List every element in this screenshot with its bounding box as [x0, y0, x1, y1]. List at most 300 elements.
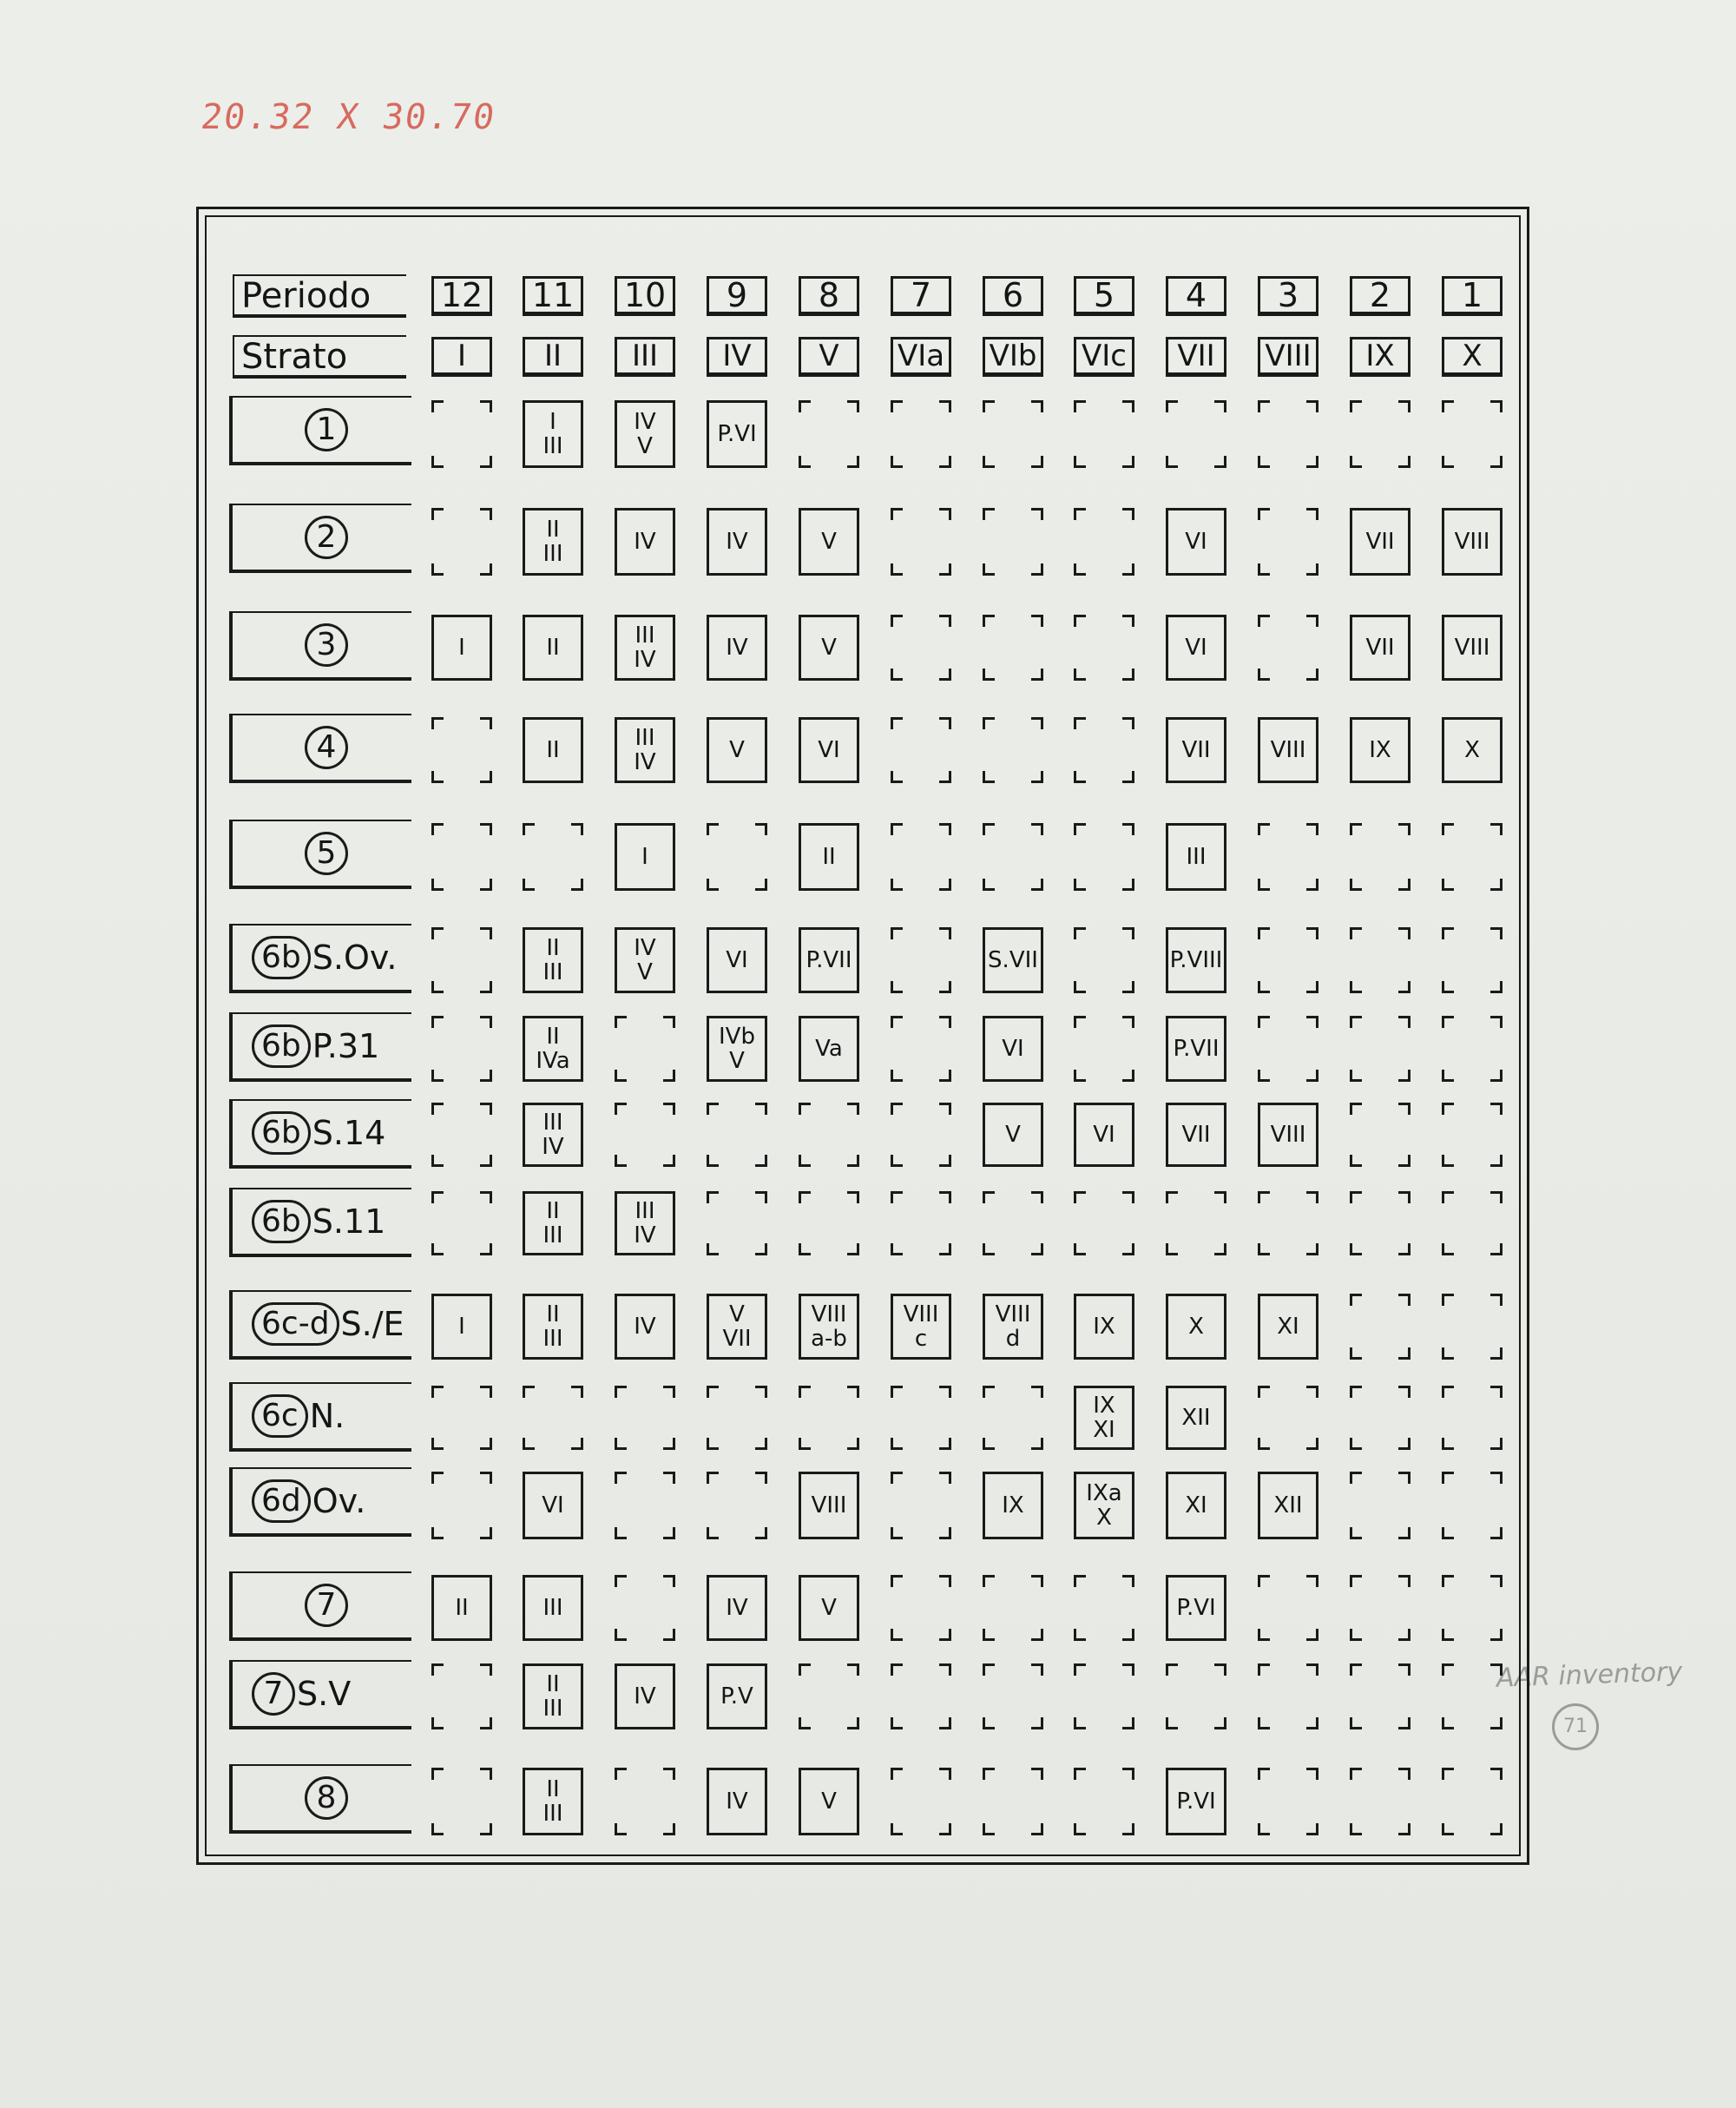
corner-mark-tr [847, 1386, 859, 1398]
corner-mark-tl [983, 717, 995, 729]
strato-value: XII [1181, 1405, 1211, 1431]
corner-mark-br [1122, 879, 1134, 891]
corner-mark-tl [891, 823, 903, 835]
corner-mark-tl [1258, 1016, 1270, 1028]
corner-mark-tr [1490, 1016, 1503, 1028]
corner-mark-tl [799, 400, 811, 412]
empty-cell-marker [1350, 1472, 1410, 1539]
corner-mark-tl [707, 1103, 719, 1115]
strato-value: VIII [995, 1301, 1031, 1327]
corner-mark-tr [663, 1575, 675, 1587]
corner-mark-bl [1442, 1717, 1454, 1729]
empty-cell-marker [1258, 400, 1318, 468]
strato-cell: X [1442, 337, 1503, 377]
empty-cell-marker [615, 1575, 675, 1641]
corner-mark-br [1214, 456, 1226, 468]
row-label-content [233, 821, 411, 886]
corner-mark-tr [939, 927, 951, 939]
corner-mark-bl [431, 1823, 444, 1835]
empty-cell-marker [891, 1663, 951, 1729]
empty-cell-marker [983, 400, 1043, 468]
row-label-content [233, 715, 411, 780]
corner-mark-tl [1258, 1386, 1270, 1398]
corner-mark-tl [1442, 1768, 1454, 1780]
strato-value: IVb [719, 1024, 755, 1050]
corner-mark-br [939, 981, 951, 993]
corner-mark-tl [1074, 1575, 1086, 1587]
corner-mark-bl [983, 879, 995, 891]
corner-mark-tl [1074, 1191, 1086, 1203]
empty-cell-marker [707, 1191, 767, 1255]
strato-value: IV [634, 749, 656, 775]
row-label-content [233, 1766, 411, 1830]
empty-cell-marker [891, 823, 951, 891]
corner-mark-br [1031, 669, 1043, 681]
corner-mark-bl [615, 1527, 627, 1539]
row-label [229, 924, 411, 993]
strato-value: VIII [811, 1301, 847, 1327]
corner-mark-tl [1074, 823, 1086, 835]
strato-box [1350, 717, 1410, 783]
empty-cell-marker [1350, 400, 1410, 468]
corner-mark-tr [1214, 1191, 1226, 1203]
corner-mark-tl [707, 823, 719, 835]
strato-value: VII [1181, 737, 1211, 763]
strato-cell: IX [1350, 337, 1410, 377]
corner-mark-tl [799, 1386, 811, 1398]
corner-mark-tr [1122, 400, 1134, 412]
corner-mark-tr [1306, 1663, 1318, 1676]
strato-value: VII [1365, 529, 1395, 555]
corner-mark-tl [431, 927, 444, 939]
empty-cell-marker [1442, 1386, 1503, 1450]
corner-mark-br [1306, 669, 1318, 681]
corner-mark-tl [1074, 717, 1086, 729]
strato-value: II [546, 1301, 560, 1327]
row-label [229, 611, 411, 681]
empty-cell-marker [891, 1103, 951, 1167]
corner-mark-br [939, 1155, 951, 1167]
corner-mark-br [1031, 1629, 1043, 1641]
strato-box [1442, 615, 1503, 681]
corner-mark-tr [1490, 1575, 1503, 1587]
corner-mark-tl [1074, 927, 1086, 939]
strato-box [523, 1191, 583, 1255]
strato-value: V [821, 1595, 837, 1621]
empty-cell-marker [431, 1472, 492, 1539]
row-label-content [233, 1469, 411, 1533]
corner-mark-bl [431, 1155, 444, 1167]
corner-mark-br [1398, 1717, 1410, 1729]
corner-mark-tr [1122, 927, 1134, 939]
corner-mark-tl [891, 927, 903, 939]
corner-mark-bl [431, 1070, 444, 1082]
empty-cell-marker [431, 1386, 492, 1450]
corner-mark-bl [983, 1823, 995, 1835]
corner-mark-tr [663, 1016, 675, 1028]
corner-mark-br [1031, 879, 1043, 891]
corner-mark-tr [1122, 615, 1134, 627]
corner-mark-bl [707, 1243, 719, 1255]
strato-box [1166, 1386, 1226, 1450]
empty-cell-marker [1442, 927, 1503, 993]
corner-mark-tr [1306, 508, 1318, 520]
corner-mark-tl [983, 1386, 995, 1398]
row-label-content [233, 1292, 411, 1356]
empty-cell-marker [1258, 508, 1318, 576]
strato-value: IX [1002, 1492, 1024, 1518]
corner-mark-bl [1074, 1243, 1086, 1255]
corner-mark-tl [1258, 615, 1270, 627]
corner-mark-tl [983, 400, 995, 412]
corner-mark-tr [1490, 927, 1503, 939]
corner-mark-tr [1306, 1768, 1318, 1780]
corner-mark-tl [1074, 1016, 1086, 1028]
corner-mark-br [1031, 1438, 1043, 1450]
empty-cell-marker [523, 823, 583, 891]
strato-value: III [635, 725, 655, 751]
corner-mark-tr [755, 1103, 767, 1115]
corner-mark-br [1214, 1717, 1226, 1729]
corner-mark-tl [983, 1768, 995, 1780]
corner-mark-tl [1074, 508, 1086, 520]
strato-cell: V [799, 337, 859, 377]
sector-badge: 6c [252, 1394, 308, 1438]
corner-mark-tr [480, 823, 492, 835]
corner-mark-br [847, 1243, 859, 1255]
empty-cell-marker [983, 508, 1043, 576]
corner-mark-tl [1442, 1663, 1454, 1676]
corner-mark-bl [891, 981, 903, 993]
corner-mark-br [1031, 1243, 1043, 1255]
sector-badge: 3 [305, 623, 348, 667]
row-label-content [233, 505, 411, 570]
strato-box [707, 1575, 767, 1641]
corner-mark-tl [1442, 1386, 1454, 1398]
strato-value: VI [1185, 635, 1207, 661]
corner-mark-bl [707, 1527, 719, 1539]
corner-mark-tr [1398, 1575, 1410, 1587]
empty-cell-marker [431, 1016, 492, 1082]
corner-mark-tr [1398, 927, 1410, 939]
corner-mark-tr [1122, 1768, 1134, 1780]
strato-box [707, 400, 767, 468]
corner-mark-br [1398, 981, 1410, 993]
empty-cell-marker [431, 1663, 492, 1729]
empty-cell-marker [1166, 1191, 1226, 1255]
corner-mark-br [939, 1629, 951, 1641]
corner-mark-tl [1442, 927, 1454, 939]
corner-mark-br [1398, 879, 1410, 891]
sector-badge: 6c-d [252, 1302, 339, 1346]
strato-value: II [546, 935, 560, 961]
corner-mark-br [1122, 1823, 1134, 1835]
corner-mark-tr [480, 1472, 492, 1484]
strato-value: IV [726, 529, 748, 555]
empty-cell-marker [1258, 615, 1318, 681]
corner-mark-tr [480, 400, 492, 412]
empty-cell-marker [1350, 927, 1410, 993]
empty-cell-marker [707, 823, 767, 891]
corner-mark-tr [939, 1386, 951, 1398]
corner-mark-tr [1031, 823, 1043, 835]
empty-cell-marker [1350, 1103, 1410, 1167]
corner-mark-tr [1490, 400, 1503, 412]
corner-mark-tl [1350, 1386, 1362, 1398]
corner-mark-tl [1350, 1103, 1362, 1115]
strato-box [1166, 615, 1226, 681]
corner-mark-tr [755, 1386, 767, 1398]
strato-box [523, 1294, 583, 1360]
corner-mark-tr [1398, 400, 1410, 412]
corner-mark-br [1398, 1155, 1410, 1167]
empty-cell-marker [1350, 1575, 1410, 1641]
corner-mark-tl [891, 508, 903, 520]
corner-mark-tl [1350, 1191, 1362, 1203]
empty-cell-marker [1350, 1191, 1410, 1255]
strato-box [1074, 1294, 1134, 1360]
corner-mark-tl [615, 1472, 627, 1484]
strato-value: IX [1369, 737, 1391, 763]
corner-mark-tl [431, 1663, 444, 1676]
corner-mark-bl [891, 669, 903, 681]
strato-value: P.V [720, 1683, 753, 1709]
sector-badge: 7 [252, 1672, 295, 1716]
empty-cell-marker [1442, 1663, 1503, 1729]
corner-mark-tr [663, 1472, 675, 1484]
corner-mark-br [571, 879, 583, 891]
corner-mark-tr [1398, 1386, 1410, 1398]
corner-mark-tl [431, 823, 444, 835]
strato-box [707, 615, 767, 681]
corner-mark-br [755, 1527, 767, 1539]
inventory-note: AAR inventory [1496, 1657, 1683, 1694]
strato-value: III [542, 1595, 563, 1621]
strato-value: IVa [536, 1048, 570, 1074]
corner-mark-tr [1122, 1663, 1134, 1676]
corner-mark-tr [939, 1768, 951, 1780]
corner-mark-br [847, 456, 859, 468]
empty-cell-marker [431, 1768, 492, 1835]
corner-mark-bl [891, 1629, 903, 1641]
corner-mark-tr [1398, 823, 1410, 835]
corner-mark-tl [891, 1103, 903, 1115]
corner-mark-br [1306, 981, 1318, 993]
row-label [229, 714, 411, 783]
row-label-content [233, 1014, 411, 1078]
corner-mark-bl [891, 1070, 903, 1082]
corner-mark-br [1490, 1717, 1503, 1729]
corner-mark-bl [1350, 981, 1362, 993]
corner-mark-tr [755, 1472, 767, 1484]
strato-box [707, 717, 767, 783]
corner-mark-tl [983, 615, 995, 627]
strato-value: IV [634, 935, 656, 961]
empty-cell-marker [891, 1386, 951, 1450]
strato-value: V [821, 529, 837, 555]
corner-mark-bl [431, 981, 444, 993]
corner-mark-tr [939, 1016, 951, 1028]
empty-cell-marker [1350, 1386, 1410, 1450]
empty-cell-marker [431, 1191, 492, 1255]
corner-mark-tr [1306, 1575, 1318, 1587]
corner-mark-bl [1442, 1243, 1454, 1255]
row-label [229, 396, 411, 465]
empty-cell-marker [1074, 717, 1134, 783]
corner-mark-tl [615, 1386, 627, 1398]
strato-value: a-b [811, 1326, 847, 1352]
empty-cell-marker [431, 927, 492, 993]
strato-value: IV [634, 1222, 656, 1248]
strato-value: VII [722, 1326, 752, 1352]
strato-box [707, 1663, 767, 1729]
strato-value: XI [1093, 1417, 1115, 1443]
strato-box [1166, 508, 1226, 576]
strato-value: V [729, 737, 745, 763]
strato-value: IV [634, 647, 656, 673]
empty-cell-marker [983, 823, 1043, 891]
corner-mark-tr [847, 400, 859, 412]
strato-box [1166, 1294, 1226, 1360]
corner-mark-tl [1350, 1575, 1362, 1587]
corner-mark-br [1398, 1823, 1410, 1835]
corner-mark-tr [480, 1663, 492, 1676]
strato-value: P.VI [1176, 1595, 1216, 1621]
corner-mark-bl [891, 879, 903, 891]
strato-value: I [458, 635, 465, 661]
corner-mark-bl [431, 1527, 444, 1539]
strato-box [523, 1472, 583, 1539]
row-label [229, 1467, 411, 1537]
strato-value: P.VII [1173, 1036, 1220, 1062]
corner-mark-tr [480, 1768, 492, 1780]
corner-mark-bl [1442, 1629, 1454, 1641]
empty-cell-marker [1074, 823, 1134, 891]
sector-suffix: N. [309, 1397, 345, 1435]
empty-cell-marker [983, 1768, 1043, 1835]
corner-mark-br [1031, 1823, 1043, 1835]
empty-cell-marker [891, 400, 951, 468]
corner-mark-bl [891, 456, 903, 468]
empty-cell-marker [891, 1575, 951, 1641]
strato-value: XII [1273, 1492, 1303, 1518]
strato-box [1166, 1016, 1226, 1082]
empty-cell-marker [1442, 1472, 1503, 1539]
corner-mark-tl [1258, 1575, 1270, 1587]
strato-box [1166, 1472, 1226, 1539]
corner-mark-br [1122, 771, 1134, 783]
corner-mark-br [1122, 1717, 1134, 1729]
strato-value: VI [1002, 1036, 1024, 1062]
corner-mark-br [1490, 1243, 1503, 1255]
empty-cell-marker [1074, 927, 1134, 993]
corner-mark-bl [431, 563, 444, 576]
sector-suffix: Ov. [312, 1482, 366, 1520]
corner-mark-br [1122, 1243, 1134, 1255]
strato-label: Strato [233, 335, 406, 379]
corner-mark-tr [939, 1103, 951, 1115]
corner-mark-bl [891, 1717, 903, 1729]
strato-box [615, 927, 675, 993]
strato-value: VIII [1270, 1122, 1306, 1148]
corner-mark-tl [1350, 823, 1362, 835]
empty-cell-marker [1258, 823, 1318, 891]
strato-value: III [542, 541, 563, 567]
periodo-label: Periodo [233, 274, 406, 318]
row-label-content [233, 926, 411, 990]
corner-mark-bl [1074, 981, 1086, 993]
strato-value: VI [1093, 1122, 1115, 1148]
corner-mark-bl [983, 1629, 995, 1641]
corner-mark-tl [615, 1768, 627, 1780]
strato-box [799, 1472, 859, 1539]
strato-box [1442, 717, 1503, 783]
strato-box [615, 717, 675, 783]
corner-mark-tl [707, 1386, 719, 1398]
corner-mark-br [939, 563, 951, 576]
corner-mark-br [1122, 1629, 1134, 1641]
corner-mark-br [1398, 456, 1410, 468]
dimension-note: 20.32 X 30.70 [198, 97, 499, 137]
strato-value: P.VI [717, 421, 757, 447]
corner-mark-br [663, 1823, 675, 1835]
empty-cell-marker [799, 1663, 859, 1729]
strato-value: IV [726, 635, 748, 661]
corner-mark-bl [523, 1438, 535, 1450]
corner-mark-bl [1166, 1717, 1178, 1729]
strato-value: I [458, 1314, 465, 1340]
row-label-content [233, 398, 411, 462]
corner-mark-br [1306, 1823, 1318, 1835]
corner-mark-bl [431, 456, 444, 468]
corner-mark-tr [480, 1016, 492, 1028]
corner-mark-br [1031, 1717, 1043, 1729]
strato-box [707, 927, 767, 993]
strato-value: II [546, 1024, 560, 1050]
corner-mark-tr [1031, 400, 1043, 412]
corner-mark-tr [1398, 1191, 1410, 1203]
corner-mark-bl [615, 1438, 627, 1450]
corner-mark-br [1490, 1438, 1503, 1450]
sector-suffix: P.31 [312, 1027, 380, 1065]
strato-cell: IV [707, 337, 767, 377]
row-label [229, 1764, 411, 1834]
strato-box [799, 1768, 859, 1835]
corner-mark-tr [847, 1103, 859, 1115]
corner-mark-tr [1306, 400, 1318, 412]
corner-mark-tl [799, 1103, 811, 1115]
empty-cell-marker [1442, 400, 1503, 468]
corner-mark-tl [615, 1575, 627, 1587]
corner-mark-tl [707, 1191, 719, 1203]
corner-mark-tl [431, 1768, 444, 1780]
corner-mark-br [1306, 1438, 1318, 1450]
strato-value: I [641, 844, 648, 870]
corner-mark-br [1306, 1629, 1318, 1641]
strato-value: VI [726, 947, 748, 973]
strato-value: X [1096, 1505, 1112, 1531]
strato-value: Va [815, 1036, 843, 1062]
row-label [229, 1382, 411, 1452]
strato-cell: I [431, 337, 492, 377]
corner-mark-tr [1122, 717, 1134, 729]
corner-mark-br [480, 1243, 492, 1255]
corner-mark-br [480, 1155, 492, 1167]
corner-mark-tr [1398, 1016, 1410, 1028]
empty-cell-marker [983, 717, 1043, 783]
corner-mark-tr [1398, 1103, 1410, 1115]
strato-value: d [1005, 1326, 1021, 1352]
